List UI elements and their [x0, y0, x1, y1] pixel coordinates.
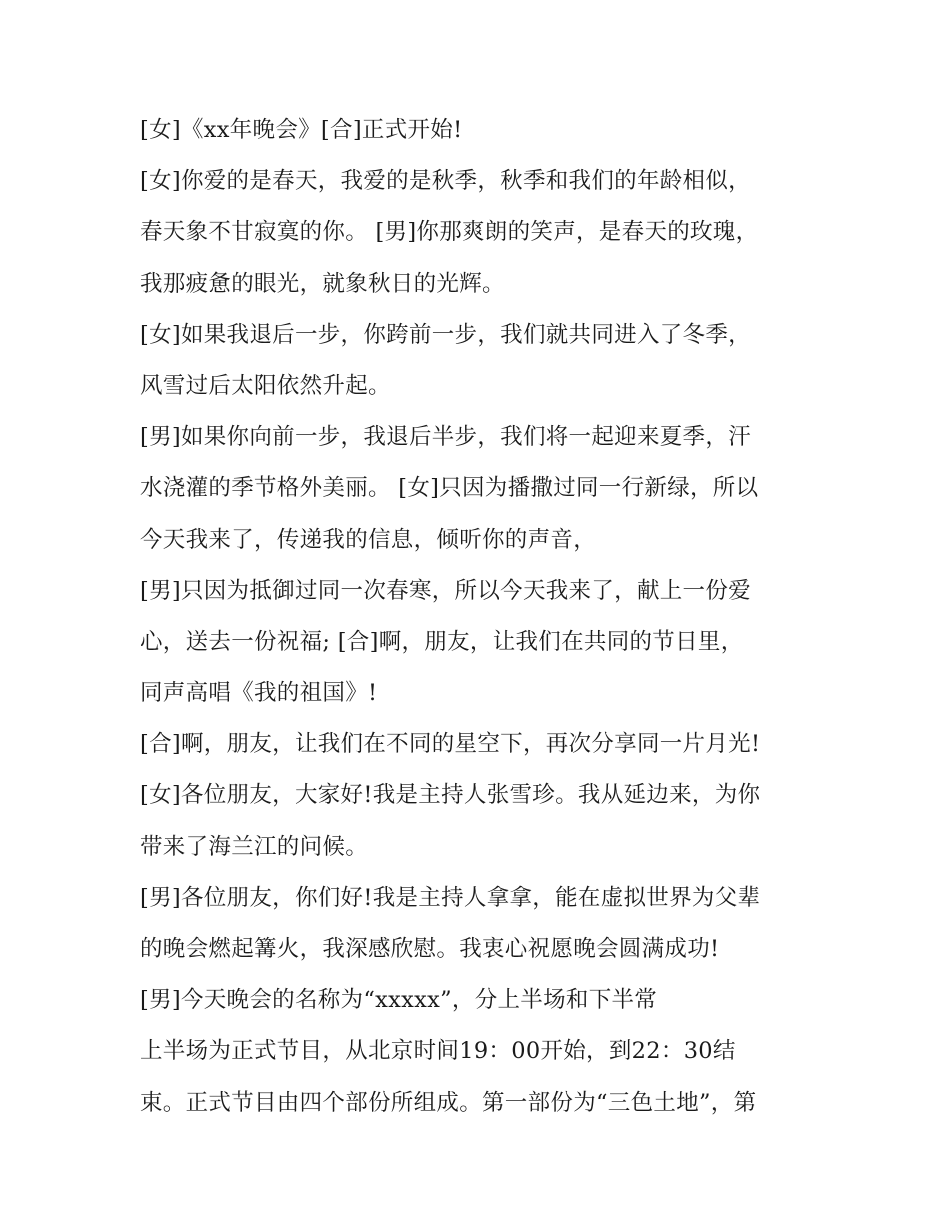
text-line: 同声高唱《我的祖国》! — [140, 680, 378, 707]
text-line: [合]啊，朋友，让我们在不同的星空下，再次分享同一片月光! — [140, 731, 761, 758]
text-line: 水浇灌的季节格外美丽。 [女]只因为播撒过同一行新绿，所以 — [140, 475, 759, 502]
text-line: 心，送去一份祝福; [合]啊，朋友，让我们在共同的节日里， — [140, 628, 744, 655]
text-line: [男]如果你向前一步，我退后半步，我们将一起迎来夏季，汗 — [140, 424, 751, 451]
text-line: [女]《xx年晚会》[合]正式开始! — [140, 117, 463, 143]
text-line: 带来了海兰江的问候。 — [140, 833, 369, 860]
text-line: 上半场为正式节目，从北京时间19：00开始，到22：30结 — [140, 1038, 736, 1065]
text-line: 春天象不甘寂寞的你。 [男]你那爽朗的笑声，是春天的玫瑰， — [140, 219, 759, 246]
text-line: 风雪过后太阳依然升起。 — [140, 372, 391, 399]
text-line: 我那疲惫的眼光，就象秋日的光辉。 — [140, 270, 505, 297]
text-line: 的晚会燃起篝火，我深感欣慰。我衷心祝愿晚会圆满成功! — [140, 936, 720, 962]
text-line: [男]只因为抵御过同一次春寒，所以今天我来了，献上一份爱 — [140, 577, 751, 604]
text-line: [女]各位朋友，大家好!我是主持人张雪珍。我从延边来，为你 — [140, 782, 761, 809]
text-line: 束。正式节目由四个部份所组成。第一部份为“三色土地”，第 — [140, 1089, 757, 1116]
text-line: [女]如果我退后一步，你跨前一步，我们就共同进入了冬季， — [140, 321, 751, 348]
text-line: [男]今天晚会的名称为“xxxxx”，分上半场和下半常 — [140, 987, 658, 1014]
text-line: 今天我来了，传递我的信息，倾听你的声音， — [140, 526, 597, 553]
script-text-body — [140, 108, 830, 1132]
text-line: [男]各位朋友，你们好!我是主持人拿拿，能在虚拟世界为父辈 — [140, 884, 761, 911]
text-line: [女]你爱的是春天，我爱的是秋季，秋季和我们的年龄相似， — [140, 168, 751, 195]
